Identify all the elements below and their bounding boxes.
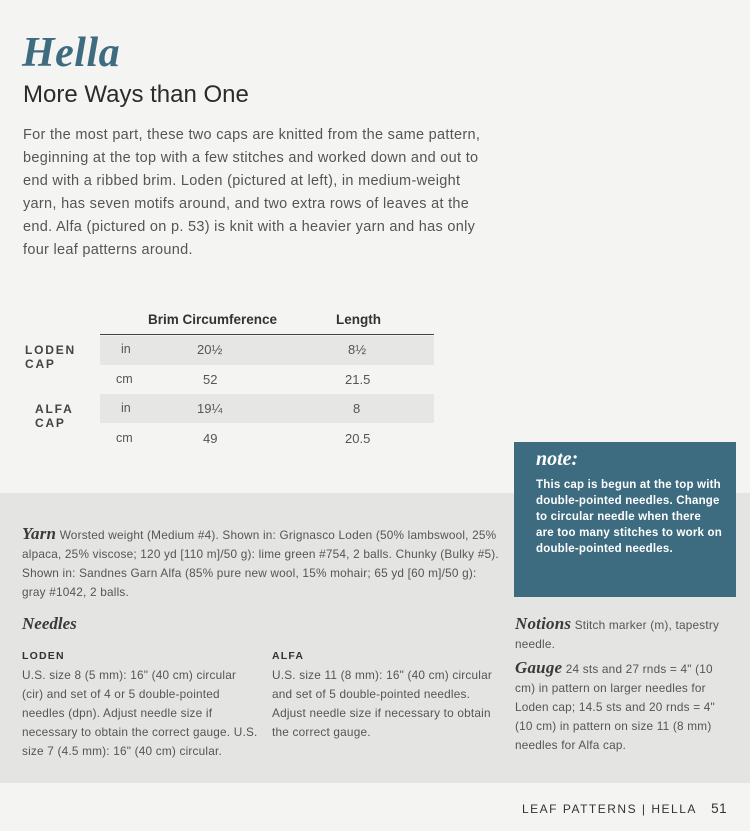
yarn-paragraph (22, 524, 500, 602)
unit-label: in (121, 401, 131, 415)
notions-paragraph (515, 614, 735, 654)
yarn-text: Worsted weight (Medium #4). Shown in: Grignasco Loden (50% lambswool, 25% alpaca, 25% viscose; 120 yd [110 m]/50 g): lime green #754, 2 balls. Chunky (Bulky #5). Shown in: Sandnes Garn Alfa (85% pure new wool, 15% mohair; 65 yd [60 m]/50 g): gray #1042, 2 balls. (22, 528, 499, 599)
loden-cap-label: LODEN CAP (25, 343, 76, 371)
gauge-text: 24 sts and 27 rnds = 4" (10 cm) in pattern on larger needles for Loden cap; 14.5 sts and 20 rnds = 4" (10 cm) in pattern on size 11 (8 mm) needles for Alfa cap. (515, 662, 715, 752)
needles-alfa-text: U.S. size 11 (8 mm): 16" (40 cm) circular and set of 5 double-pointed needles. Adjust needle size if necessary to obtain the correct gauge. (272, 668, 492, 739)
yarn-heading: Yarn (22, 524, 57, 543)
table-cell: 20.5 (345, 431, 371, 446)
table-cell: 20½ (197, 342, 223, 357)
page-footer (522, 801, 727, 816)
table-cell: 8 (353, 401, 361, 416)
gauge-paragraph (515, 658, 735, 755)
notions-text: Stitch marker (m), tapestry needle. (515, 618, 720, 651)
table-row (100, 336, 434, 365)
table-row (100, 365, 434, 394)
table-cell: 49 (203, 431, 218, 446)
header-brim-circumference: Brim Circumference (148, 312, 278, 327)
page-title: Hella (22, 30, 121, 76)
table-cell: 21.5 (345, 372, 371, 387)
alfa-cap-label: ALFA CAP (35, 402, 74, 430)
table-row (100, 423, 434, 452)
page-subtitle: More Ways than One (23, 81, 249, 108)
intro-paragraph: For the most part, these two caps are knitted from the same pattern, beginning at the top with a few stitches and worked down and out to end with a ribbed brim. Loden (pictured at left), in medium-weight yarn, has seven motifs around, and two extra rows of leaves at the end. Alfa (pictured on p. 53) is knit with a heavier yarn and has only four leaf patterns around. (23, 127, 481, 258)
table-header-row (100, 312, 434, 335)
needles-heading: Needles (22, 614, 77, 633)
footer-section: LEAF PATTERNS | HELLA (522, 802, 697, 816)
notions-heading: Notions (515, 614, 572, 633)
note-title: note: (536, 448, 579, 470)
table-row (100, 394, 434, 423)
unit-label: in (121, 342, 131, 356)
gauge-heading: Gauge (515, 658, 563, 677)
note-text: This cap is begun at the top with double-pointed needles. Change to circular needle when there are too many stitches to work on double-pointed needles. (536, 479, 722, 555)
needles-loden-text: U.S. size 8 (5 mm): 16" (40 cm) circular (cir) and set of 4 or 5 double-pointed needles (dpn). Adjust needle size if necessary to obtain the correct gauge. U.S. size 7 (4.5 mm): 16" (40 cm) circular. (22, 668, 258, 758)
table-cell: 19¼ (197, 401, 223, 416)
needles-loden-label: LODEN (22, 650, 65, 662)
page-number: 51 (711, 801, 728, 816)
header-length: Length (336, 312, 381, 327)
table-cell: 8½ (348, 342, 367, 357)
needles-alfa-label: ALFA (272, 650, 305, 662)
table-cell: 52 (203, 372, 218, 387)
note-box (514, 442, 736, 597)
unit-label: cm (116, 372, 133, 386)
unit-label: cm (116, 431, 133, 445)
